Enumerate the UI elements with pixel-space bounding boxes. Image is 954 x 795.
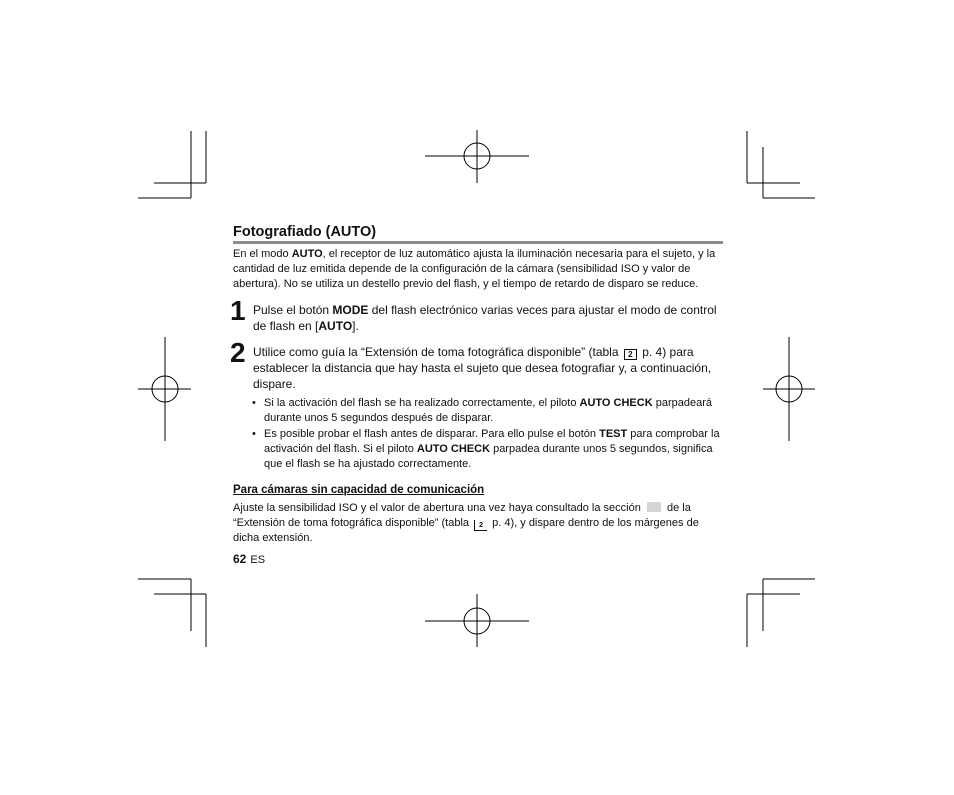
indicator-name: AUTO CHECK (416, 443, 491, 455)
text-run: Es posible probar el flash antes de disparar. Para ello pulse el botón (264, 428, 600, 440)
text-run: En el modo (233, 248, 292, 260)
page-number: 62 (233, 552, 247, 566)
mode-name: AUTO (318, 319, 353, 333)
registration-mark-bottom (425, 594, 529, 647)
text-run: p. 4), y dispare dentro de los márgenes de dicha extensión. (233, 517, 699, 544)
text-run: Ajuste la sensibilidad ISO y el valor de abertura una vez haya consultado la sección (233, 502, 644, 514)
subsection-paragraph (233, 501, 723, 546)
table-ref-icon: 2 (624, 349, 637, 360)
step-1 (230, 295, 723, 334)
bullet-list (252, 396, 723, 472)
text-run: p. 4) para establecer la distancia que hay hasta el sujeto que desea fotografiar y, a continuación, dispare. (253, 345, 712, 391)
text-run: del flash electrónico varias veces para ajustar el modo de control de flash en [ (253, 303, 717, 333)
mode-name: AUTO (291, 248, 323, 260)
subsection-title: Para cámaras sin capacidad de comunicación (233, 484, 485, 496)
step-number: 1 (230, 295, 246, 326)
text-run: parpadea durante unos 5 segundos, significa que el flash se ha ajustado correctamente. (264, 443, 713, 470)
text-run: , el receptor de luz automático ajusta la iluminación necesaria para el sujeto, y la cantidad de luz emitida depende de la configuración de la cámara (sensibilidad ISO y valor de abertura). No se utiliza un destello previo del flash, y el tiempo de retardo de disparo se reduce. (233, 248, 716, 290)
step-text (253, 344, 723, 392)
language-code: ES (250, 554, 266, 566)
registration-mark-top (425, 130, 529, 183)
indicator-name: AUTO CHECK (579, 397, 653, 409)
list-item (252, 427, 723, 472)
text-run: Pulse el botón (253, 303, 333, 317)
registration-mark-right (763, 337, 815, 441)
section-highlight-icon (647, 502, 661, 512)
button-name: TEST (599, 428, 628, 440)
step-text (253, 302, 723, 334)
intro-paragraph (233, 247, 723, 292)
page-footer (233, 552, 265, 567)
section-title: Fotografiado (AUTO) (233, 224, 723, 244)
text-run: Si la activación del flash se ha realizado correctamente, el piloto (264, 397, 580, 409)
text-run: de la “Extensión de toma fotográfica disponible” (tabla (233, 502, 691, 529)
registration-mark-left (138, 337, 191, 441)
bullet-icon: • (252, 397, 256, 409)
text-run: parpadeará durante unos 5 segundos después de disparar. (264, 397, 712, 424)
text-run: Utilice como guía la “Extensión de toma fotográfica disponible” (tabla (253, 345, 622, 359)
page-content (230, 224, 723, 546)
table-ref-icon: 2 (474, 520, 487, 531)
step-2 (230, 337, 723, 472)
list-item (252, 396, 723, 426)
text-run: para comprobar la activación del flash. Si el piloto (264, 428, 720, 455)
bullet-icon: • (252, 428, 256, 440)
step-number: 2 (230, 337, 246, 368)
button-name: MODE (332, 303, 369, 317)
text-run: ]. (352, 319, 359, 333)
